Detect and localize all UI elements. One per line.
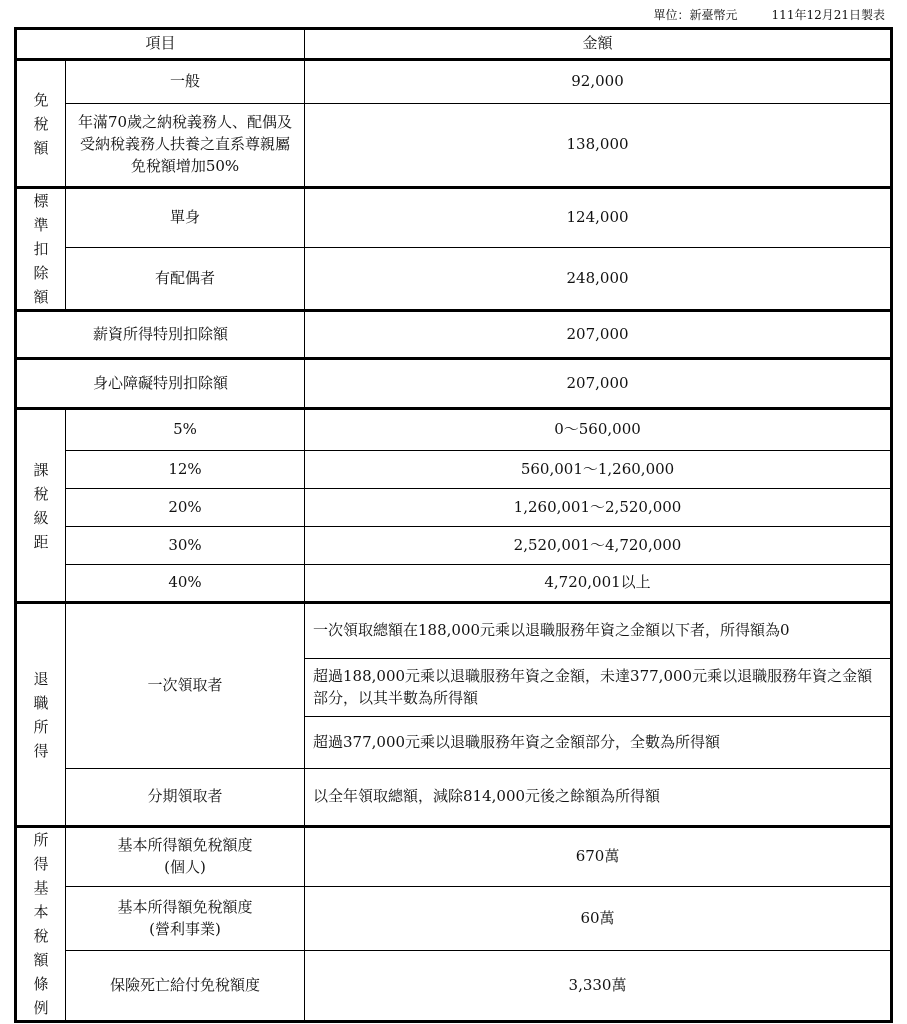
basic-individual-value: 670萬	[305, 827, 892, 887]
table-row	[16, 248, 892, 311]
date-note: 111年12月21日製表	[771, 8, 885, 22]
table-row	[16, 769, 892, 827]
table-row	[16, 359, 892, 409]
basic-business-label: 基本所得額免稅額度 (營利事業)	[66, 887, 305, 951]
disability-deduction-value: 207,000	[305, 359, 892, 409]
standard-married-label: 有配偶者	[66, 248, 305, 311]
table-header-info	[654, 6, 885, 23]
installment-rule: 以全年領取總額，減除814,000元後之餘額為所得額	[305, 769, 892, 827]
table-row	[16, 951, 892, 1022]
table-row	[16, 489, 892, 527]
unit-note: 單位：新臺幣元	[653, 8, 738, 22]
bracket-rate: 40%	[66, 565, 305, 603]
bracket-range: 2,520,001～4,720,000	[305, 527, 892, 565]
exemption-general-value: 92,000	[305, 60, 892, 104]
bracket-range: 1,260,001～2,520,000	[305, 489, 892, 527]
retirement-category: 退職所得	[16, 603, 66, 827]
lump-sum-rule: 一次領取總額在188,000元乘以退職服務年資之金額以下者，所得額為0	[305, 603, 892, 659]
table-row	[16, 311, 892, 359]
tax-table	[14, 27, 893, 1023]
bracket-rate: 5%	[66, 409, 305, 451]
lump-sum-rule: 超過188,000元乘以退職服務年資之金額，未達377,000元乘以退職服務年資之金額部分，以其半數為所得額	[305, 659, 892, 717]
table-row	[16, 409, 892, 451]
table-row	[16, 451, 892, 489]
column-header-row	[16, 29, 892, 60]
bracket-rate: 20%	[66, 489, 305, 527]
bracket-range: 4,720,001以上	[305, 565, 892, 603]
bracket-rate: 12%	[66, 451, 305, 489]
basic-business-value: 60萬	[305, 887, 892, 951]
salary-deduction-value: 207,000	[305, 311, 892, 359]
table-row	[16, 603, 892, 659]
standard-married-value: 248,000	[305, 248, 892, 311]
exemption-category: 免稅額	[16, 60, 66, 188]
salary-deduction-label: 薪資所得特別扣除額	[16, 311, 305, 359]
standard-single-label: 單身	[66, 188, 305, 248]
bracket-range: 0～560,000	[305, 409, 892, 451]
table-row	[16, 565, 892, 603]
bracket-range: 560,001～1,260,000	[305, 451, 892, 489]
disability-deduction-label: 身心障礙特別扣除額	[16, 359, 305, 409]
standard-single-value: 124,000	[305, 188, 892, 248]
lump-sum-label: 一次領取者	[66, 603, 305, 769]
amount-header: 金額	[305, 29, 892, 60]
installment-label: 分期領取者	[66, 769, 305, 827]
table-row	[16, 527, 892, 565]
insurance-label: 保險死亡給付免稅額度	[66, 951, 305, 1022]
tax-brackets-category: 課稅級距	[16, 409, 66, 603]
table-row	[16, 60, 892, 104]
insurance-value: 3,330萬	[305, 951, 892, 1022]
table-row	[16, 188, 892, 248]
basic-individual-label: 基本所得額免稅額度 (個人)	[66, 827, 305, 887]
table-row	[16, 887, 892, 951]
exemption-elderly-value: 138,000	[305, 104, 892, 188]
exemption-elderly-label: 年滿70歲之納稅義務人、配偶及受納稅義務人扶養之直系尊親屬免稅額增加50%	[66, 104, 305, 188]
table-row	[16, 104, 892, 188]
exemption-general-label: 一般	[66, 60, 305, 104]
basic-income-category: 所得基本稅額條例	[16, 827, 66, 1022]
item-header: 項目	[16, 29, 305, 60]
bracket-rate: 30%	[66, 527, 305, 565]
table-row	[16, 827, 892, 887]
lump-sum-rule: 超過377,000元乘以退職服務年資之金額部分，全數為所得額	[305, 717, 892, 769]
standard-deduction-category: 標準扣除額	[16, 188, 66, 311]
